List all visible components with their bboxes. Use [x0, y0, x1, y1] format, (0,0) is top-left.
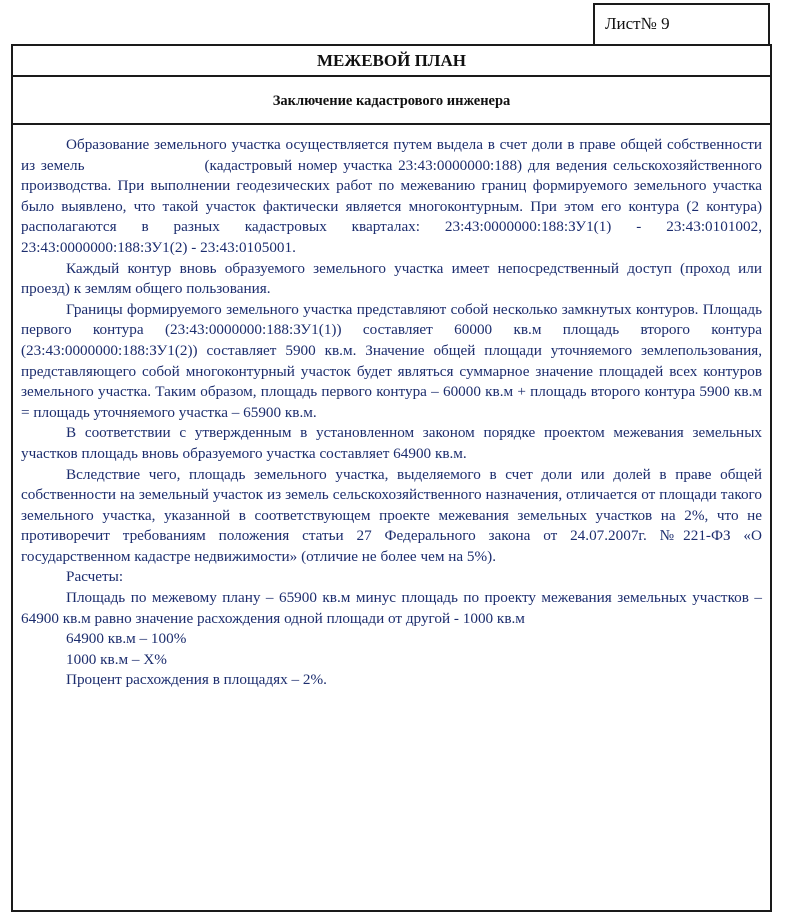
paragraph-access: Каждый контур вновь образуемого земельного участка имеет непосредственный доступ (проход или проезд) к землям общего пользования.	[21, 259, 762, 298]
calculation-line-2: 1000 кв.м – Х%	[66, 650, 167, 668]
paragraph-difference: Вследствие чего, площадь земельного участка, выделяемого в счет доли или долей в праве общей собственности на земельный участок из земель сельскохозяйственного назначения, отличается от площади такого земельного участка, указанной в соответствующем проекте межевания земельных участков на 2%, что не противоречит требованиям положения статьи 27 Федерального закона от 24.07.2007г. №221-ФЗ «О государственном кадастре недвижимости» (отличие не более чем на 5%).	[21, 465, 762, 565]
paragraph-formation: Образование земельного участка осуществляется путем выдела в счет доли в праве общей собственности из земель (кадастровый номер участка 23:43:0000000:188) для ведения сельскохозяйственного производства. При выполнении геодезических работ по межеванию границ формируемого земельного участка было выявлено, что такой участок фактически является многоконтурным. При этом его контура (2 контура) располагаются в разных кадастровых кварталах: 23:43:0000000:188:ЗУ1(1) - 23:43:0101002, 23:43:0000000:188:ЗУ1(2) - 23:43:0105001.	[21, 136, 762, 256]
paragraph-contours: Границы формируемого земельного участка представляют собой несколько замкнутых контуров. Площадь первого контура (23:43:0000000:188:ЗУ1(1)) составляет 60000 кв.м площадь второго контура (23:43:0000000:188:ЗУ1(2)) составляет 5900 кв.м. Значение общей площади уточняемого землепользования, представляющего собой многоконтурный участок будет являться суммарное значение площадей всех контуров земельного участка. Таким образом, площадь первого контура – 60000 кв.м + площадь второго контура 5900 кв.м = площадь уточняемого участка – 65900 кв.м.	[21, 300, 762, 421]
calculations-heading: Расчеты:	[66, 568, 124, 586]
document-frame	[11, 44, 772, 912]
paragraph-calculation: Площадь по межевому плану – 65900 кв.м минус площадь по проекту межевания земельных участков – 64900 кв.м равно значение расхождения одной площади от другой - 1000 кв.м	[21, 589, 762, 627]
paragraph-project: В соответствии с утвержденным в установленном законом порядке проектом межевания земельных участков площадь вновь образуемого участка составляет 64900 кв.м.	[21, 424, 762, 462]
sheet-number: Лист№ 9	[605, 14, 670, 33]
calculation-line-1: 64900 кв.м – 100%	[66, 630, 187, 648]
conclusion-text	[13, 125, 770, 691]
calculation-result: Процент расхождения в площадях – 2%.	[66, 671, 327, 689]
section-title: Заключение кадастрового инженера	[13, 77, 770, 125]
document-title: МЕЖЕВОЙ ПЛАН	[13, 46, 770, 77]
sheet-number-box	[593, 3, 770, 44]
